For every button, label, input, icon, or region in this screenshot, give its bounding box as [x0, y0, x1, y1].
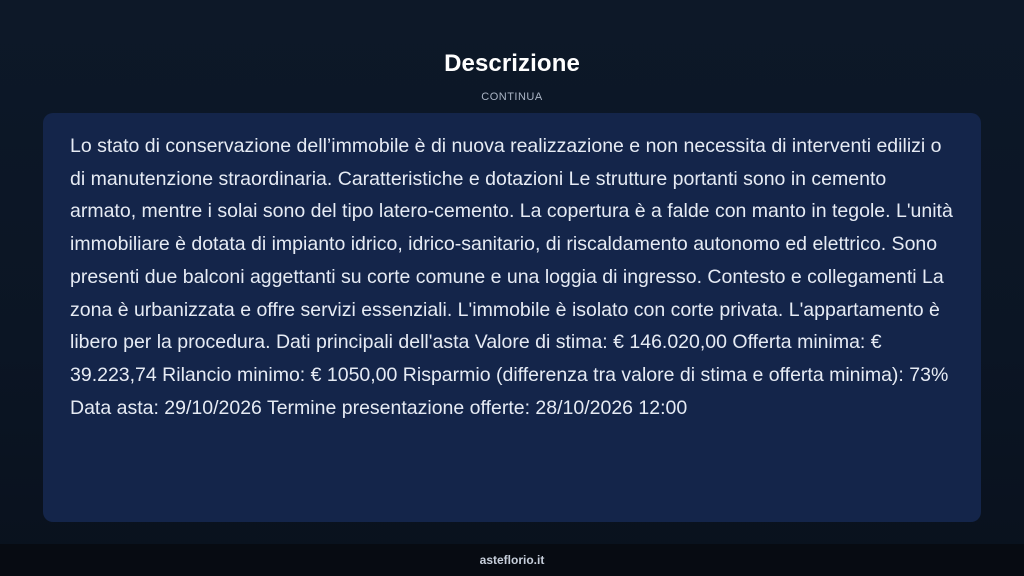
continue-link[interactable]: CONTINUA [481, 91, 543, 103]
page-title: Descrizione [444, 50, 580, 77]
description-text: Lo stato di conservazione dell’immobile è di nuova realizzazione e non necessita di interventi edilizi o di manutenzione straordinaria. Caratteristiche e dotazioni Le strutture portanti sono in cemento armato, mentre i solai sono del tipo latero-cemento. La copertura è a falde con manto in tegole. L'unità immobiliare è dotata di impianto idrico, idrico-sanitario, di riscaldamento autonomo ed elettrico. Sono presenti due balconi aggettanti su corte comune e una loggia di ingresso. Contesto e collegamenti La zona è urbanizzata e offre servizi essenziali. L'immobile è isolato con corte privata. L'appartamento è libero per la procedura. Dati principali dell'asta Valore di stima: € 146.020,00 Offerta minima: € 39.223,74 Rilancio minimo: € 1050,00 Risparmio (differenza tra valore di stima e offerta minima): 73% Data asta: 29/10/2026 Termine presentazione offerte: 28/10/2026 12:00 [70, 135, 953, 419]
footer-bar [0, 544, 1024, 576]
description-card [43, 113, 981, 522]
site-name: asteflorio.it [479, 553, 545, 567]
